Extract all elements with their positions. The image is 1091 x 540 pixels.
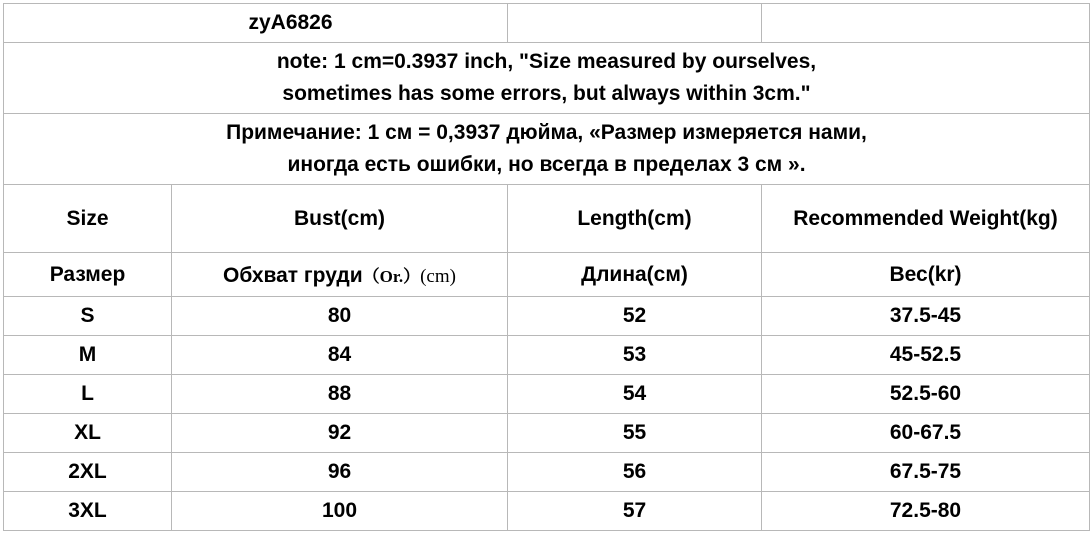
header-english-row — [4, 185, 1090, 253]
empty-cell — [762, 4, 1090, 43]
size-cell: 3XL — [4, 492, 172, 531]
length-cell: 55 — [508, 414, 762, 453]
length-cell: 53 — [508, 336, 762, 375]
bust-cell: 96 — [172, 453, 508, 492]
length-cell: 54 — [508, 375, 762, 414]
table-row — [4, 297, 1090, 336]
weight-cell: 60-67.5 — [762, 414, 1090, 453]
length-cell: 52 — [508, 297, 762, 336]
weight-cell: 67.5-75 — [762, 453, 1090, 492]
product-code-row — [4, 4, 1090, 43]
bust-cell: 88 — [172, 375, 508, 414]
header-russian-row — [4, 253, 1090, 297]
size-cell: S — [4, 297, 172, 336]
header-size: Size — [4, 185, 172, 253]
bust-cell: 84 — [172, 336, 508, 375]
header-length: Length(cm) — [508, 185, 762, 253]
note-russian-row — [4, 114, 1090, 185]
header-weight: Recommended Weight(kg) — [762, 185, 1090, 253]
header-ru-length: Длина(см) — [508, 253, 762, 297]
size-cell: M — [4, 336, 172, 375]
weight-cell: 72.5-80 — [762, 492, 1090, 531]
header-ru-size: Размер — [4, 253, 172, 297]
table-row — [4, 414, 1090, 453]
empty-cell — [508, 4, 762, 43]
size-cell: L — [4, 375, 172, 414]
header-bust: Bust(cm) — [172, 185, 508, 253]
note-english-line-2: sometimes has some errors, but always within 3cm." — [282, 82, 811, 105]
bust-cell: 92 — [172, 414, 508, 453]
product-code: zyA6826 — [248, 11, 333, 34]
note-russian-line-1: Примечание: 1 см = 0,3937 дюйма, «Размер измеряется нами, — [226, 121, 867, 144]
note-english-line-1: note: 1 cm=0.3937 inch, "Size measured by ourselves, — [276, 50, 817, 73]
bust-cell: 100 — [172, 492, 508, 531]
length-cell: 56 — [508, 453, 762, 492]
table-row — [4, 375, 1090, 414]
note-russian-cell — [4, 114, 1090, 185]
length-cell: 57 — [508, 492, 762, 531]
size-cell: 2XL — [4, 453, 172, 492]
product-code-cell — [4, 4, 508, 43]
size-chart-table — [3, 3, 1090, 531]
table-row — [4, 453, 1090, 492]
header-ru-bust-unit-2: (cm) — [420, 265, 456, 287]
bust-cell: 80 — [172, 297, 508, 336]
table-row — [4, 492, 1090, 531]
weight-cell: 52.5-60 — [762, 375, 1090, 414]
note-russian-line-2: иногда есть ошибки, но всегда в пределах 3 см ». — [287, 153, 806, 176]
header-ru-bust-unit-1: （Or.） — [362, 266, 421, 286]
header-ru-bust-cell — [172, 253, 508, 297]
note-english-row — [4, 43, 1090, 114]
weight-cell: 37.5-45 — [762, 297, 1090, 336]
header-ru-weight: Вес(kr) — [762, 253, 1090, 297]
table-row — [4, 336, 1090, 375]
note-english-cell — [4, 43, 1090, 114]
header-ru-bust: Обхват груди — [223, 263, 363, 287]
size-cell: XL — [4, 414, 172, 453]
weight-cell: 45-52.5 — [762, 336, 1090, 375]
